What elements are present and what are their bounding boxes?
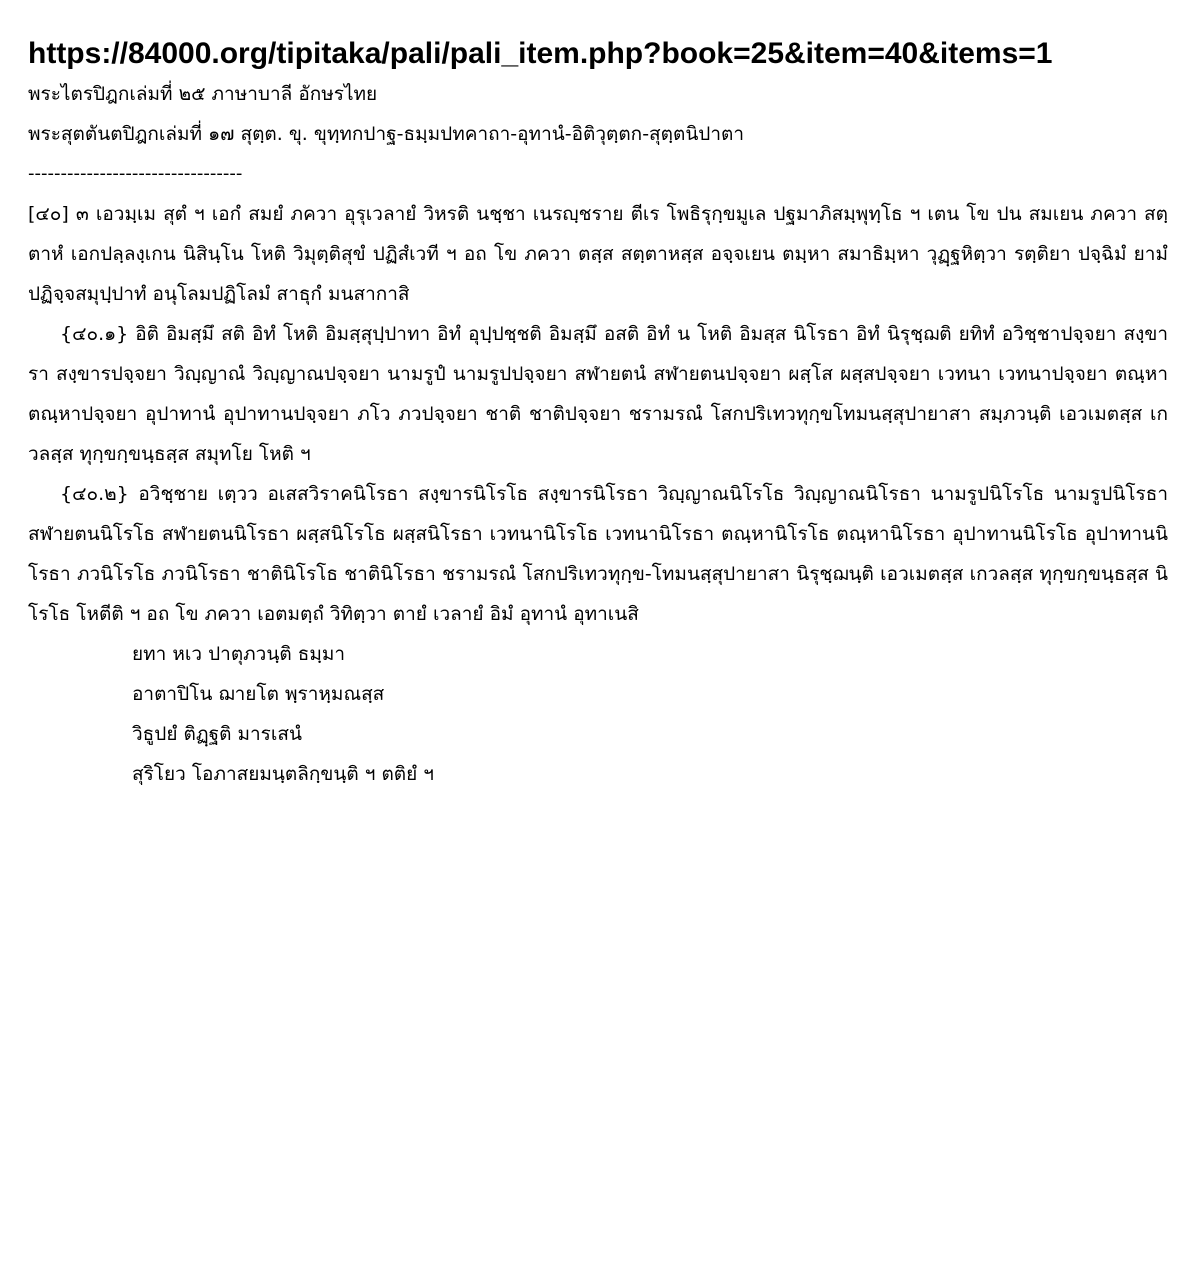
paragraph-40-2: {๔๐.๒} อวิชฺชาย เตฺวว อเสสวิราคนิโรธา สงฺขารนิโรโธ สงฺขารนิโรธา วิญฺญาณนิโรโธ วิญฺญาณนิโรธา นามรูปนิโรโธ นามรูปนิโรธา สฬายตนนิโรโธ สฬายตนนิโรธา ผสฺสนิโรโธ ผสฺสนิโรธา เวทนานิโรโธ เวทนานิโรธา ตณฺหานิโรโธ ตณฺหานิโรธา อุปาทานนิโรโธ อุปาทานนิโรธา ภวนิโรโธ ภวนิโรธา ชาตินิโรโธ ชาตินิโรธา ชรามรณํ โสกปริเทวทุกฺข-โทมนสฺสุปายาสา นิรุชฺฌนฺติ เอวเมตสฺส เกวลสฺส ทุกฺขกฺขนฺธสฺส นิโรโธ โหตีติ ฯ อถ โข ภควา เอตมตฺถํ วิทิตฺวา ตายํ เวลายํ อิมํ อุทานํ อุทาเนสิ [28,483,1168,625]
document-page [28,34,1168,794]
verse-line: สุริโยว โอภาสยมนฺตลิกฺขนฺติ ฯ ตติยํ ฯ [132,763,434,785]
paragraph-40-1: {๔๐.๑} อิติ อิมสฺมึ สติ อิทํ โหติ อิมสฺสุปฺปาทา อิทํ อุปฺปชฺชติ อิมสฺมึ อสติ อิทํ น โหติ อิมสฺส นิโรธา อิทํ นิรุชฺฌติ ยทิทํ อวิชฺชาปจฺจยา สงฺขารา สงฺขารปจฺจยา วิญฺญาณํ วิญฺญาณปจฺจยา นามรูปํ นามรูปปจฺจยา สฬายตนํ สฬายตนปจฺจยา ผสฺโส ผสฺสปจฺจยา เวทนา เวทนาปจฺจยา ตณฺหา ตณฺหาปจฺจยา อุปาทานํ อุปาทานปจฺจยา ภโว ภวปจฺจยา ชาติ ชาติปจฺจยา ชรามรณํ โสกปริเทวทุกฺขโทมนสฺสุปายาสา สมฺภวนฺติ เอวเมตสฺส เกวลสฺส ทุกฺขกฺขนฺธสฺส สมุทโย โหติ ฯ [28,323,1168,465]
verse-block [28,634,1168,794]
separator-line: --------------------------------- [28,163,243,184]
paragraph-40: [๔๐] ๓ เอวมฺเม สุตํ ฯ เอกํ สมยํ ภควา อุรุเวลายํ วิหรติ นชฺชา เนรญฺชราย ตีเร โพธิรุกฺขมูเล ปฐมาภิสมฺพุทฺโธ ฯ เตน โข ปน สมเยน ภควา สตฺตาหํ เอกปลฺลงฺเกน นิสินฺโน โหติ วิมุตฺติสุขํ ปฏิสํเวที ฯ อถ โข ภควา ตสฺส สตฺตาหสฺส อจฺจเยน ตมฺหา สมาธิมฺหา วุฏฺฐหิตฺวา รตฺติยา ปจฺฉิมํ ยามํ ปฏิจฺจสมุปฺปาทํ อนุโลมปฏิโลมํ สาธุกํ มนสากาสิ [28,203,1168,305]
source-url: https://84000.org/tipitaka/pali/pali_item.php?book=25&item=40&items=1 [28,37,1053,70]
section-title: พระสุตตันตปิฎกเล่มที่ ๑๗ สุตฺต. ขุ. ขุทฺทกปาฐ-ธมฺมปทคาถา-อุทานํ-อิติวุตฺตก-สุตฺตนิปาตา [28,123,745,145]
verse-line: วิธูปยํ ติฏฺฐติ มารเสนํ [132,723,302,745]
book-title: พระไตรปิฎกเล่มที่ ๒๕ ภาษาบาลี อักษรไทย [28,83,378,105]
verse-line: ยทา หเว ปาตุภวนฺติ ธมฺมา [132,643,346,665]
verse-line: อาตาปิโน ฌายโต พฺราหฺมณสฺส [132,683,385,705]
